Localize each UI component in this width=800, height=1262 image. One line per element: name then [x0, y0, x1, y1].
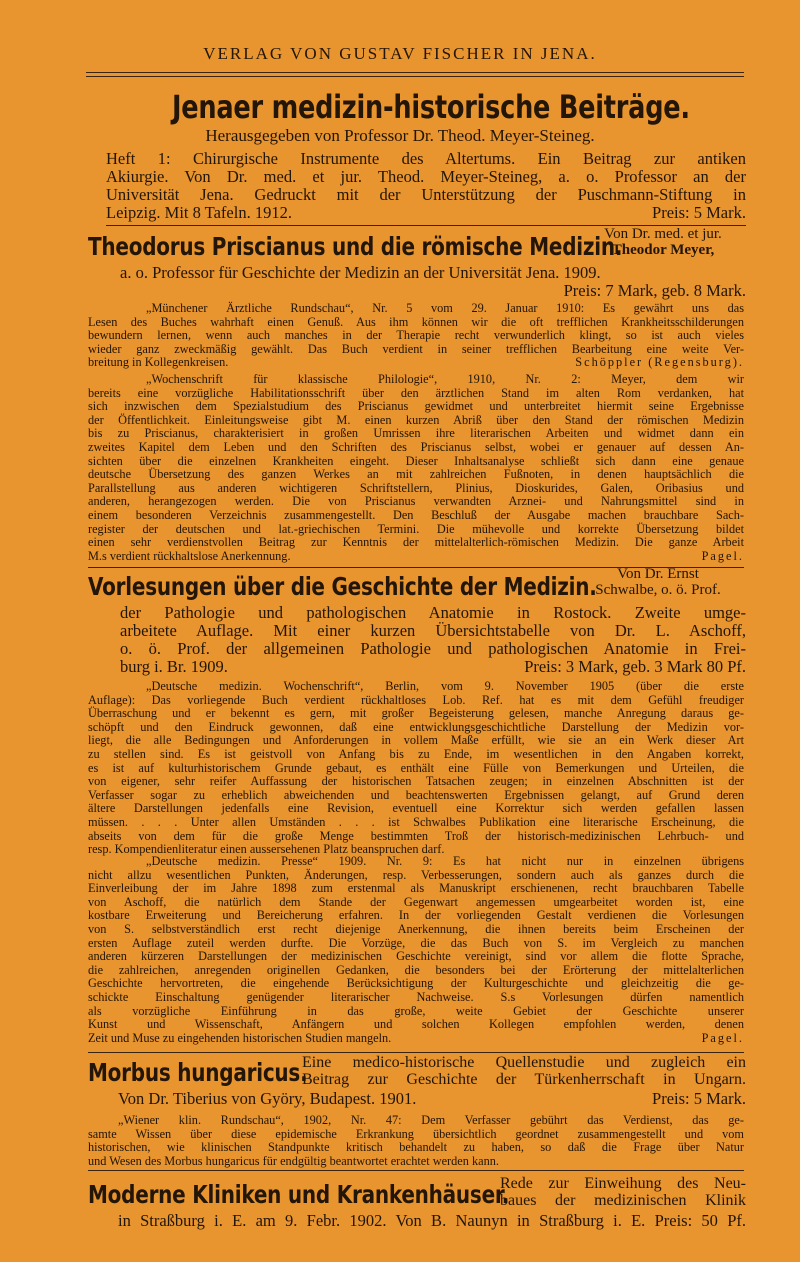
review-line: bereits eine vorzügliche Habilitationsschrift über den ärztlichen Stand im alten Rom verdanken, hat: [88, 385, 744, 400]
review-line: und Wesen des Morbus hungaricus für endgültig beantwortet erachtet werden kann.: [88, 1153, 499, 1168]
book-details: [120, 264, 746, 300]
review: [88, 373, 744, 563]
entry-line: Leipzig. Mit 8 Tafeln. 1912.: [106, 203, 292, 222]
review-line: von Aschoff, die natürlich dem Stande der Gegenwart angemessen umgearbeitet worden ist, eine: [88, 894, 744, 909]
detail-line: arbeitete Auflage. Mit einer kurzen Übersichtstabelle von Dr. L. Aschoff,: [120, 621, 746, 640]
review: [88, 1114, 744, 1168]
review-line: bis zu Priscianus, charakterisiert in großen Umrissen ihre literarischen Arbeiten und widmet dann ein: [88, 426, 744, 441]
review-line: sich inzwischen dem Spezialstudium des Priscianus gewidmet und unterbreitet hiermit seine Ergebnisse: [88, 399, 744, 414]
book-author: [582, 226, 744, 258]
author-line: Von Dr. Ernst: [617, 566, 699, 582]
review-line: samte Wissen über diese epidemische Erkrankung übersichtlich geordnet zusammengestellt und vom: [88, 1126, 744, 1141]
review-line: anderen kürzeren Darstellungen der medizinischen Geschichte vereinigt, sind vor allem die flotte Sprache,: [88, 949, 744, 964]
author-line: Von Dr. med. et jur.: [604, 226, 722, 242]
review-line: Einverleibung der im Jahre 1898 zum erstenmal als Manuskript erschienenen, recht brauchbaren Tabelle: [88, 881, 744, 896]
description-line: Eine medico-historische Quellenstudie und zugleich ein: [302, 1054, 746, 1071]
detail-line: in Straßburg i. E. am 9. Febr. 1902. Von B. Naunyn in Straßburg i. E. Preis: 50 Pf.: [118, 1211, 746, 1230]
book-description: [302, 1054, 746, 1088]
review-line: Zeit und Muse zu eingehenden historischen Studien mangeln.: [88, 1030, 392, 1045]
price: Preis: 5 Mark.: [652, 1089, 746, 1108]
price: Preis: 5 Mark.: [652, 203, 746, 222]
review-line: zu stellen sind. Es ist geistvoll von Anfang bis zu Ende, im wesentlichen in den Angaben korrekt,: [88, 746, 744, 761]
header-rule-thin: [86, 76, 744, 77]
review-line: es ist auf kulturhistorischem Grunde gebaut, es enthält eine Fülle von Bemerkungen und Urteilen, die: [88, 760, 744, 775]
price: Preis: 3 Mark, geb. 3 Mark 80 Pf.: [524, 657, 746, 676]
review-line: breitung in Kollegenkreisen.: [88, 355, 229, 370]
series-editor: Herausgegeben von Professor Dr. Theod. Meyer-Steineg.: [205, 126, 595, 145]
review-line: abseits von dem für die große Menge bestimmten Troß der historisch-medizinischen Lehrbuch- und: [88, 828, 744, 843]
review-line: historischen, wie klinischen Standpunkte kritisch behandelt zu haben, so daß die Frage über Natur: [88, 1140, 744, 1155]
description-line: baues der medizinischen Klinik: [500, 1192, 746, 1209]
review-signature: Schöppler (Regensburg).: [575, 355, 744, 370]
review: [88, 680, 744, 857]
review-line: sichten über die einzelnen Krankheiten eingeht. Dieser Inhaltsanalyse schließt sich dann eine genaue: [88, 453, 744, 468]
description-line: Rede zur Einweihung des Neu-: [500, 1175, 746, 1192]
book-title: Moderne Kliniken und Krankenhäuser.: [88, 1180, 510, 1209]
review-line: Geschichte hervortreten, die eingehende Berücksichtigung der Kulturgeschichte und gleichzeitig die ge-: [88, 976, 744, 991]
review-line: die zahlreichen, anregenden originellen Gedanken, die besonders bei der Erörterung der mittelalterlichen: [88, 962, 744, 977]
section-rule: [88, 1170, 744, 1171]
detail-line: burg i. Br. 1909.: [120, 657, 228, 676]
book-title: Morbus hungaricus.: [88, 1058, 308, 1087]
review-line: Lesen des Buches wahrhaft einen Genuß. Aus ihm können wir die oft trefflichen Krankheitsschilderungen: [88, 314, 744, 329]
section-rule: [88, 1052, 744, 1053]
review-line: „Deutsche medizin. Wochenschrift“, Berlin, vom 9. November 1905 (über die erste: [146, 679, 744, 693]
review-line: liegt, die alle Bedingungen und Anforderungen in vollem Maße erfüllt, wie sie an ein Werk dieser Art: [88, 733, 744, 748]
review-line: als vorzügliche Einführung in das große, weite Gebiet der Geschichte unserer: [88, 1003, 744, 1018]
header-rule: [86, 72, 744, 73]
review-line: kostbare Erweiterung und Bereicherung erfahren. In der vorliegenden Gestalt verdienen die Vorlesungen: [88, 908, 744, 923]
review-line: der Öffentlichkeit. Einleitungsweise gibt M. einen kurzen Abriß über den Stand der römischen Medizin: [88, 412, 744, 427]
review-line: schickte Einschaltung genügender literarischer Nachweise. S.s Vorlesungen dürfen namentlich: [88, 989, 744, 1004]
publisher-header: VERLAG VON GUSTAV FISCHER IN JENA.: [203, 44, 597, 63]
entry-line: Akiurgie. Von Dr. med. et jur. Theod. Meyer-Steineg, a. o. Professor an der: [106, 167, 746, 186]
review: [88, 855, 744, 1045]
entry-line: Heft 1: Chirurgische Instrumente des Altertums. Ein Beitrag zur antiken: [106, 149, 746, 168]
review-line: wieder ganz zweckmäßig gewählt. Das Buch verdient in seiner trefflichen Bearbeitung eine weite Ver-: [88, 341, 744, 356]
author-line: Theodor Meyer,: [611, 242, 715, 258]
review-line: „Wiener klin. Rundschau“, 1902, Nr. 47: Dem Verfasser gebührt das Verdienst, das ge-: [118, 1113, 744, 1127]
book-details: [118, 1212, 746, 1230]
detail-line: a. o. Professor für Geschichte der Medizin an der Universität Jena. 1909.: [120, 263, 601, 282]
review-line: schöpft und den Eindruck gewonnen, daß eine entwicklungsgeschichtliche Darstellung der Medizin vor-: [88, 719, 744, 734]
detail-line: Von Dr. Tiberius von Györy, Budapest. 1901.: [118, 1089, 417, 1108]
book-details: [118, 1090, 746, 1108]
description-line: Beitrag zur Geschichte der Türkenherrschaft in Ungarn.: [302, 1071, 746, 1088]
review-signature: Pagel.: [701, 1030, 744, 1045]
review-line: einem besonderen Verzeichnis zusammengestellt. Den Beschluß der Ausgabe machen brauchbare Sach-: [88, 507, 744, 522]
review-line: anderen, herangezogen werden. Die von Priscianus verwandten Arznei- und Nahrungsmittel sind in: [88, 494, 744, 509]
review-line: register der deutschen und lat.-griechischen Termini. Die mühevolle und korrekte Übersetzung bildet: [88, 521, 744, 536]
review-line: M.s verdient rückhaltslose Anerkennung.: [88, 548, 291, 563]
review-line: resp. Kompendienliteratur einen aussersehenen Platz beanspruchen darf.: [88, 842, 445, 857]
review-line: einen sehr verdienstvollen Beitrag zur Kenntnis der mittelalterlich-römischen Medizin. Die ganze Arbeit: [88, 535, 744, 550]
review-line: bewundern lernen, wenn auch manches in der Therapie recht verwunderlich klingt, so ist auch vieles: [88, 328, 744, 343]
series-title: Jenaer medizin-historische Beiträge.: [172, 88, 690, 126]
review-line: „Münchener Ärztliche Rundschau“, Nr. 5 vom 29. Januar 1910: Es gewährt uns das: [146, 301, 744, 315]
review-signature: Pagel.: [701, 548, 744, 563]
series-entry: [106, 150, 746, 222]
book-details: [120, 604, 746, 676]
review-line: deutsche Übersetzung des ganzen Werkes an mit zahlreichen Fußnoten, in denen hauptsächlich die: [88, 467, 744, 482]
review-line: ältere Darstellungen jedenfalls eine Revision, eventuell eine Korrektur sich werden gefallen lassen: [88, 801, 744, 816]
review-line: Verfasser sogar zu erheblich abweichenden und beachtenswerten Ergebnissen gelangt, auf Grund deren: [88, 787, 744, 802]
review-line: Auflage): Das vorliegende Buch verdient rückhaltloses Lob. Ref. hat es mit dem Gefühl freudiger: [88, 692, 744, 707]
detail-line: der Pathologie und pathologischen Anatomie in Rostock. Zweite umge-: [120, 603, 746, 622]
review-line: Kunst und Wissenschaft, Anfängern und solchen Kollegen empfohlen werden, denen: [88, 1017, 744, 1032]
review-line: „Wochenschrift für klassische Philologie“, 1910, Nr. 2: Meyer, dem wir: [146, 372, 744, 386]
book-description: [500, 1175, 746, 1209]
review: [88, 302, 744, 370]
price: Preis: 7 Mark, geb. 8 Mark.: [563, 281, 746, 300]
entry-line: Universität Jena. Gedruckt mit der Unterstützung der Puschmann-Stiftung in: [106, 185, 746, 204]
book-title: Theodorus Priscianus und die römische Medizin.: [88, 232, 623, 261]
review-line: Überraschung und er bekennt es gern, mit großer Begeisterung gelesen, manche Anregung daraus ge-: [88, 706, 744, 721]
detail-line: o. ö. Prof. der allgemeinen Pathologie und pathologischen Anatomie in Frei-: [120, 639, 746, 658]
author-line: Schwalbe, o. ö. Prof.: [595, 582, 721, 598]
review-line: Parallstellung aus anderen wichtigeren Schriftstellern, Plinius, Dioskurides, Galen, Oribasius und: [88, 480, 744, 495]
book-author: [570, 566, 746, 598]
review-line: zweites Kapitel dem Leben und den Schriften des Priscianus selbst, wobei er genauer auf dessen An-: [88, 439, 744, 454]
review-line: von eigener, sehr reifer Auffassung der historischen Tatsachen zeugen; in einzelnen Abschnitten ist der: [88, 774, 744, 789]
review-line: „Deutsche medizin. Presse“ 1909. Nr. 9: Es hat nicht nur in einzelnen übrigens: [146, 854, 744, 868]
book-title: Vorlesungen über die Geschichte der Medizin.: [88, 572, 597, 601]
review-line: von S. selbstverständlich erst recht diejenige Anerkennung, die ihnen bereits beim Erscheinen der: [88, 921, 744, 936]
review-line: ersten Auflage zuteil werden durfte. Die Vorzüge, die das Buch von S. im Vergleich zu manchen: [88, 935, 744, 950]
review-line: müssen. . . . Unter allen Umständen . . . ist Schwalbes Publikation eine literarische Erscheinung, die: [88, 814, 744, 829]
review-line: nicht allzu wesentlichen Punkten, Änderungen, resp. Verbesserungen, sondern auch als ganzes durch die: [88, 867, 744, 882]
